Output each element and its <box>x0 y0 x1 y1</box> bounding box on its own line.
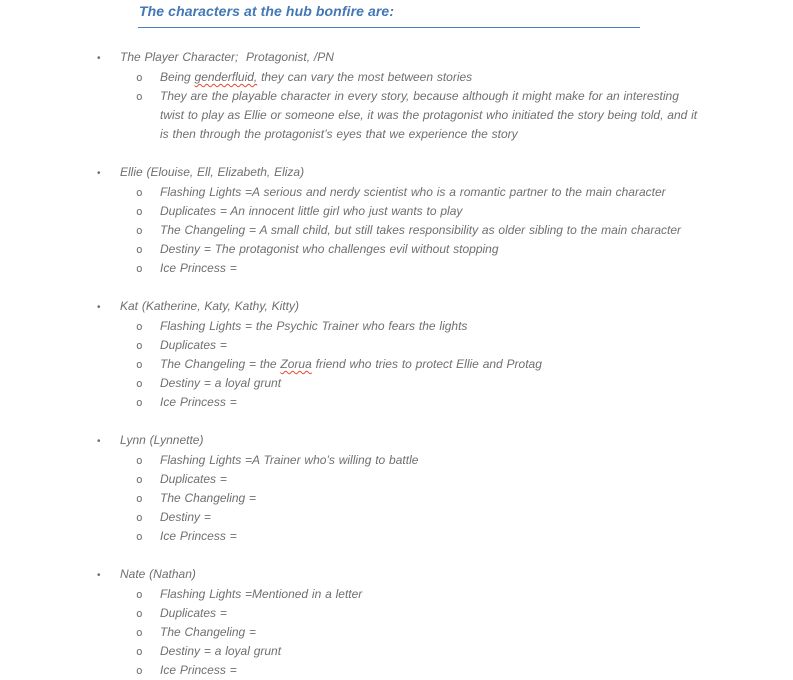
circle-bullet-icon: o <box>136 645 143 658</box>
circle-bullet-icon: o <box>136 607 143 620</box>
list-item-level1 <box>97 48 793 68</box>
circle-bullet-icon: o <box>136 71 143 84</box>
list-item-text <box>160 393 237 412</box>
list-item-level2 <box>136 87 793 144</box>
list-item-text <box>160 489 256 508</box>
bullet-icon: • <box>97 53 101 64</box>
list-item-level2 <box>136 68 793 87</box>
bullet-icon: • <box>97 302 101 313</box>
text-segment: Duplicates = An innocent little girl who just wants to play <box>160 204 463 218</box>
list-item-level2 <box>136 527 793 546</box>
circle-bullet-icon: o <box>136 511 143 524</box>
character-section <box>97 431 793 546</box>
circle-bullet-icon: o <box>136 454 143 467</box>
circle-bullet-icon: o <box>136 530 143 543</box>
list-item-level2 <box>136 489 793 508</box>
list-item-text <box>160 221 681 240</box>
text-segment: they can vary the most between stories <box>257 70 473 84</box>
list-item-level2 <box>136 661 793 680</box>
text-segment: Ice Princess = <box>160 395 237 409</box>
text-segment: Flashing Lights =Mentioned in a letter <box>160 587 363 601</box>
misspelled-word: Zorua <box>280 357 312 371</box>
list-item-text <box>160 355 542 374</box>
character-section <box>97 297 793 412</box>
list-item-text <box>160 470 227 489</box>
circle-bullet-icon: o <box>136 224 143 237</box>
text-segment: Destiny = a loyal grunt <box>160 644 282 658</box>
circle-bullet-icon: o <box>136 90 143 103</box>
list-item-level2 <box>136 585 793 604</box>
list-item-level2 <box>136 240 793 259</box>
text-segment: Flashing Lights =A serious and nerdy scientist who is a romantic partner to the main character <box>160 185 666 199</box>
text-segment: Destiny = The protagonist who challenges evil without stopping <box>160 242 499 256</box>
list-item-level1 <box>97 431 793 451</box>
list-item-level2 <box>136 221 793 240</box>
character-list <box>0 48 793 680</box>
list-item-text <box>160 202 462 221</box>
list-item-text <box>160 336 227 355</box>
circle-bullet-icon: o <box>136 473 143 486</box>
circle-bullet-icon: o <box>136 358 143 371</box>
list-item-text <box>160 183 666 202</box>
circle-bullet-icon: o <box>136 320 143 333</box>
sub-list <box>136 68 793 144</box>
page-title: The characters at the hub bonfire are: <box>139 3 395 19</box>
list-item-text <box>160 508 211 527</box>
text-segment: Duplicates = <box>160 472 227 486</box>
circle-bullet-icon: o <box>136 205 143 218</box>
list-item-text <box>160 87 700 144</box>
list-item-level2 <box>136 183 793 202</box>
circle-bullet-icon: o <box>136 377 143 390</box>
section-title: Lynn (Lynnette) <box>120 433 204 447</box>
circle-bullet-icon: o <box>136 396 143 409</box>
section-title: Nate (Nathan) <box>120 567 196 581</box>
heading-underline <box>138 27 640 28</box>
list-item-text <box>160 240 499 259</box>
list-item-level2 <box>136 508 793 527</box>
list-item-level2 <box>136 604 793 623</box>
text-segment: Destiny = a loyal grunt <box>160 376 282 390</box>
list-item-level1 <box>97 565 793 585</box>
circle-bullet-icon: o <box>136 243 143 256</box>
circle-bullet-icon: o <box>136 262 143 275</box>
text-segment: The Changeling = <box>160 625 257 639</box>
section-title: The Player Character; Protagonist, /PN <box>120 50 334 64</box>
circle-bullet-icon: o <box>136 626 143 639</box>
circle-bullet-icon: o <box>136 664 143 677</box>
list-item-text <box>160 317 467 336</box>
list-item-text <box>160 604 227 623</box>
list-item-text <box>160 642 281 661</box>
sub-list <box>136 451 793 546</box>
heading-block <box>0 0 793 28</box>
bullet-icon: • <box>97 436 101 447</box>
list-item-level2 <box>136 259 793 278</box>
list-item-level2 <box>136 623 793 642</box>
list-item-level2 <box>136 374 793 393</box>
character-section <box>97 565 793 680</box>
circle-bullet-icon: o <box>136 588 143 601</box>
list-item-text <box>160 585 362 604</box>
character-section <box>97 163 793 278</box>
text-segment: Ice Princess = <box>160 261 237 275</box>
circle-bullet-icon: o <box>136 339 143 352</box>
text-segment: Flashing Lights = the Psychic Trainer who fears the lights <box>160 319 468 333</box>
list-item-level2 <box>136 202 793 221</box>
circle-bullet-icon: o <box>136 492 143 505</box>
text-segment: Flashing Lights =A Trainer who’s willing to battle <box>160 453 419 467</box>
list-item-level2 <box>136 451 793 470</box>
text-segment: Ice Princess = <box>160 529 237 543</box>
list-item-text <box>160 374 281 393</box>
list-item-level2 <box>136 393 793 412</box>
text-segment: friend who tries to protect Ellie and Protag <box>311 357 542 371</box>
list-item-level2 <box>136 336 793 355</box>
list-item-level2 <box>136 317 793 336</box>
bullet-icon: • <box>97 570 101 581</box>
list-item-level1 <box>97 297 793 317</box>
list-item-text <box>160 527 237 546</box>
text-segment: The Changeling = <box>160 491 257 505</box>
list-item-text <box>160 68 472 87</box>
text-segment: Being <box>160 70 195 84</box>
section-title: Kat (Katherine, Katy, Kathy, Kitty) <box>120 299 299 313</box>
list-item-text <box>160 451 418 470</box>
text-segment: Duplicates = <box>160 338 227 352</box>
sub-list <box>136 183 793 278</box>
list-item-level1 <box>97 163 793 183</box>
list-item-level2 <box>136 470 793 489</box>
text-segment: They are the playable character in every story, because although it might make for an interesting twist to play as Ellie or someone else, it was the protagonist who initiated the story being told, and it is then through the protagonist’s eyes that we experience the story <box>160 89 701 141</box>
text-segment: The Changeling = the <box>160 357 281 371</box>
text-segment: Destiny = <box>160 510 211 524</box>
list-item-text <box>160 623 256 642</box>
sub-list <box>136 317 793 412</box>
text-segment: The Changeling = A small child, but still takes responsibility as older sibling to the main character <box>160 223 682 237</box>
bullet-icon: • <box>97 168 101 179</box>
list-item-level2 <box>136 642 793 661</box>
section-title: Ellie (Elouise, Ell, Elizabeth, Eliza) <box>120 165 305 179</box>
character-section <box>97 48 793 144</box>
text-segment: Duplicates = <box>160 606 227 620</box>
misspelled-word: genderfluid, <box>194 70 258 84</box>
text-segment: Ice Princess = <box>160 663 237 677</box>
circle-bullet-icon: o <box>136 186 143 199</box>
list-item-text <box>160 661 237 680</box>
list-item-text <box>160 259 237 278</box>
list-item-level2 <box>136 355 793 374</box>
sub-list <box>136 585 793 680</box>
